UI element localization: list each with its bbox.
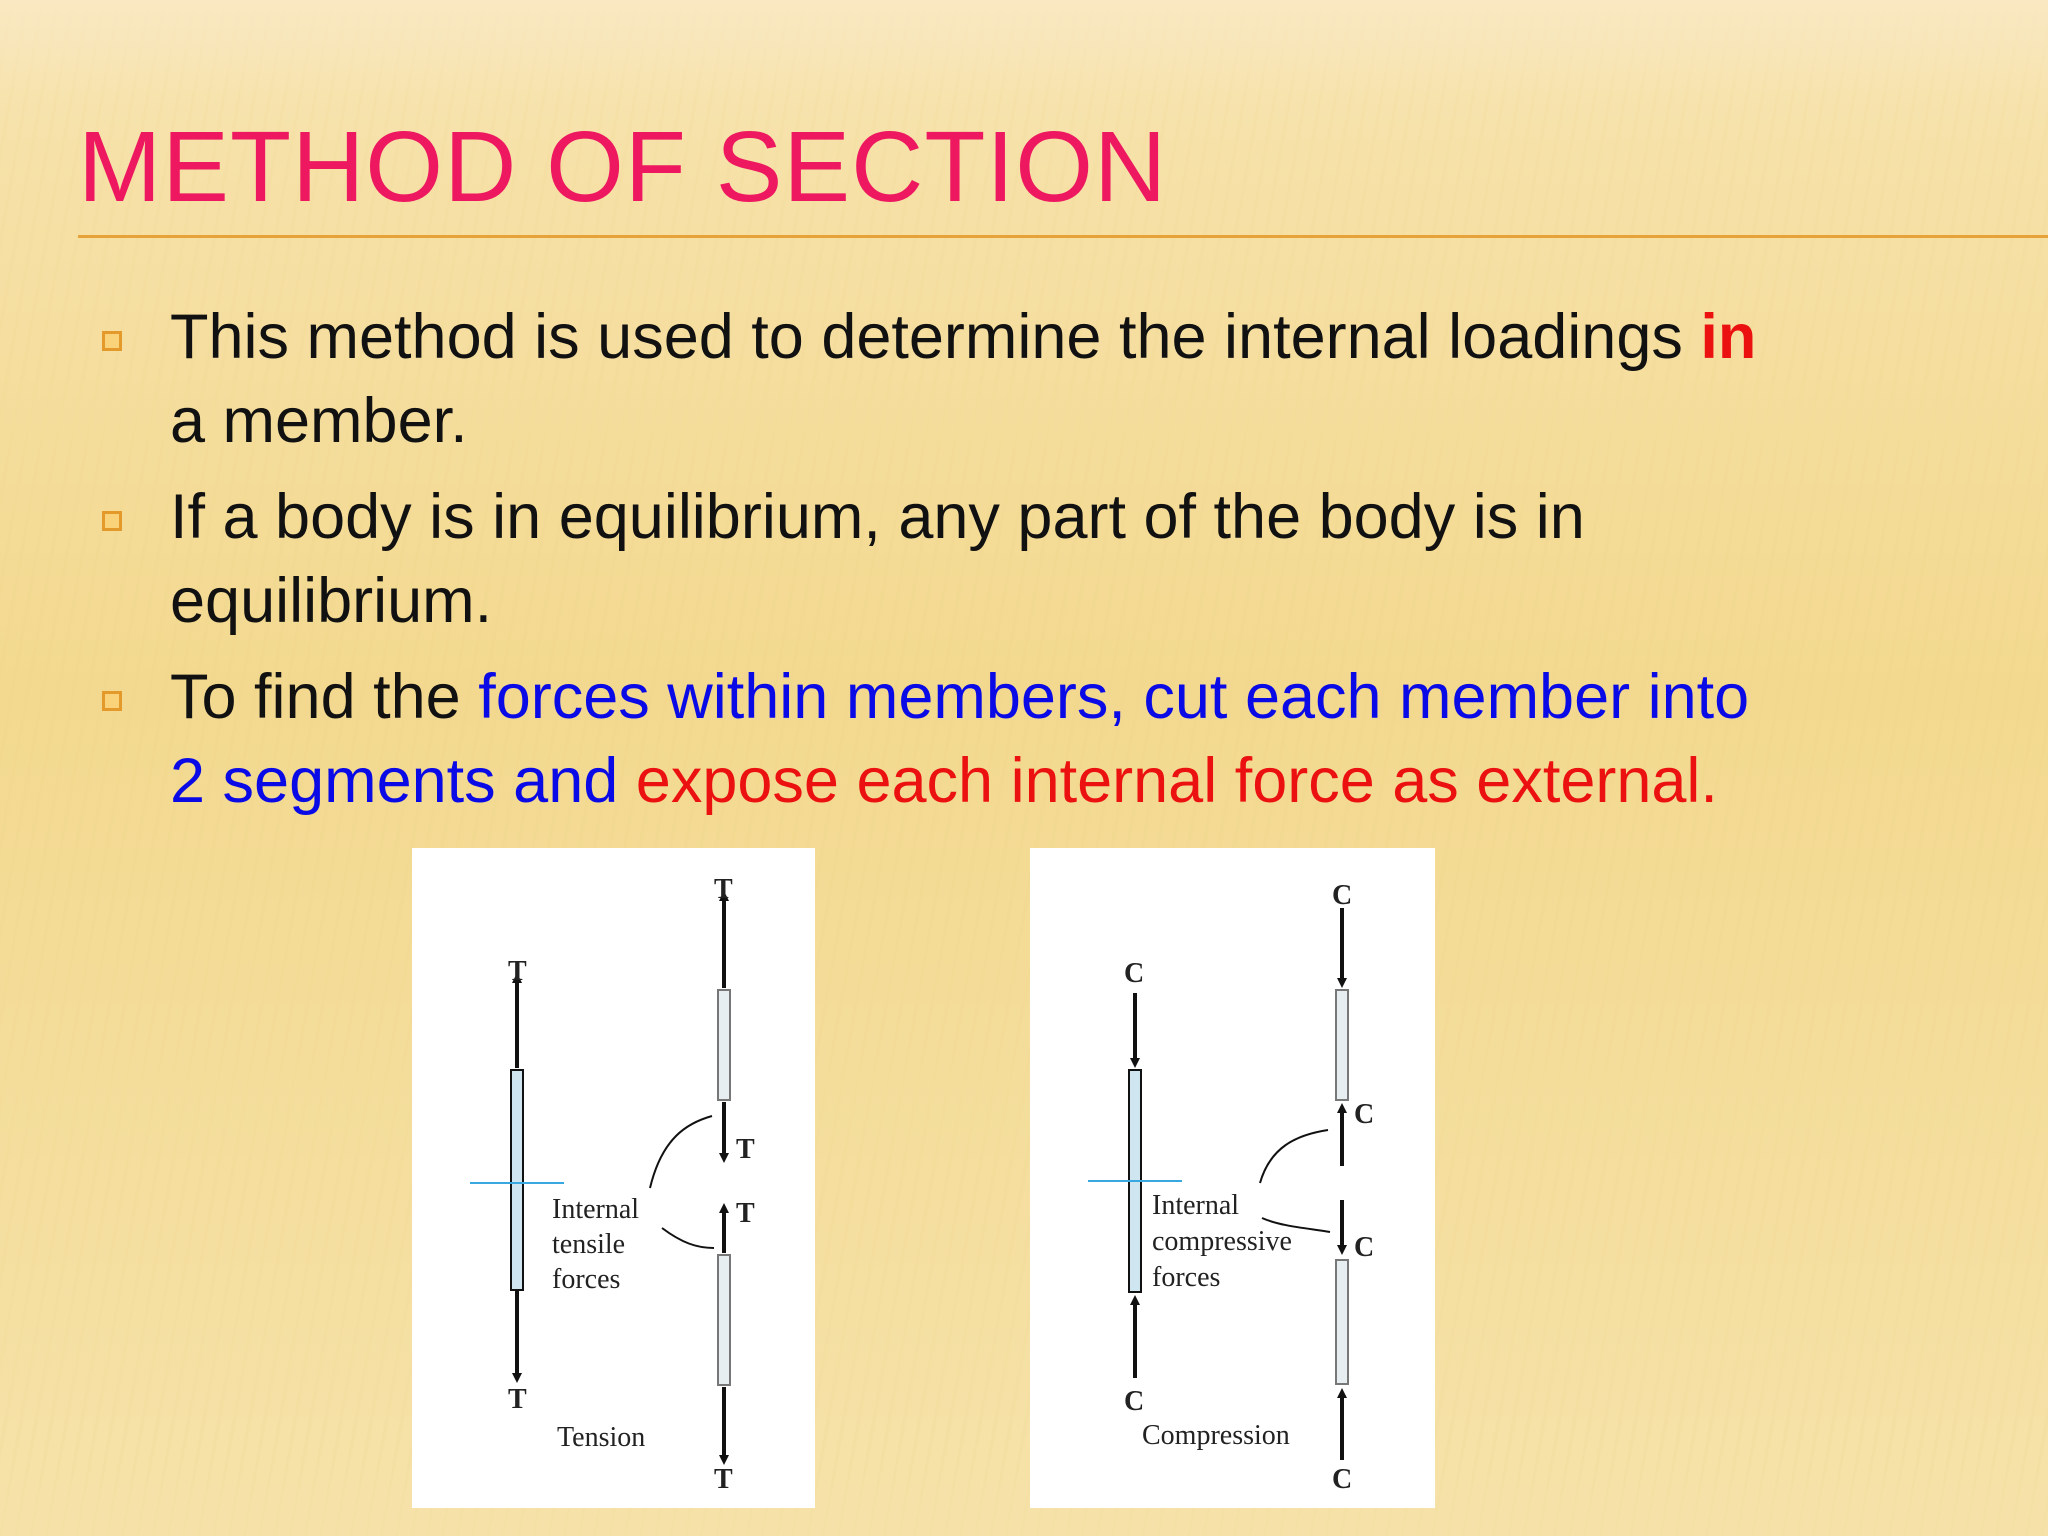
- internal-label-line-1: Internal: [1152, 1190, 1240, 1221]
- bullet-3-blue-text: forces within members, cut each member into: [478, 662, 1750, 732]
- bullet-list: [100, 295, 2000, 835]
- force-label: T: [736, 1134, 755, 1165]
- figure-caption: Compression: [1142, 1420, 1290, 1451]
- bullet-item-3: [100, 655, 2000, 823]
- bullet-3-line-2: [170, 739, 2000, 823]
- internal-label-line-2: compressive: [1152, 1226, 1292, 1257]
- lower-segment-bar: [1336, 1260, 1348, 1384]
- lower-segment: [714, 1198, 755, 1495]
- tension-diagram: [412, 848, 815, 1508]
- figure-caption: Tension: [557, 1422, 646, 1453]
- bullet-1-line-1: [170, 295, 2000, 379]
- force-label-top: C: [1124, 958, 1145, 989]
- force-label: C: [1332, 1464, 1353, 1495]
- compression-diagram-svg: [1030, 848, 1435, 1508]
- bullet-1-text: This method is used to determine the internal loadings: [170, 302, 1701, 372]
- tension-diagram-svg: [412, 848, 815, 1508]
- bullet-3-line-1: [170, 655, 2000, 739]
- bullet-3-red-text: expose each internal force as external.: [635, 746, 1718, 816]
- square-bullet-icon: [102, 511, 122, 531]
- force-label-bottom: T: [508, 1384, 527, 1415]
- bullet-2-line-2: equilibrium.: [170, 566, 493, 636]
- force-label: T: [714, 1464, 733, 1495]
- force-label: T: [714, 874, 733, 905]
- bullet-3-blue-text-2: 2 segments and: [170, 746, 636, 816]
- leader-line-lower: [662, 1228, 714, 1248]
- internal-label-line-3: forces: [552, 1264, 621, 1295]
- slide-title: METHOD OF SECTION: [78, 111, 1168, 223]
- bullet-1-emphasis: in: [1700, 302, 1757, 372]
- upper-segment: [1332, 880, 1374, 1166]
- force-label: C: [1354, 1099, 1375, 1130]
- upper-segment-bar: [718, 990, 730, 1100]
- title-divider: [78, 235, 2048, 238]
- internal-label-line-1: Internal: [552, 1194, 640, 1225]
- force-label-bottom: C: [1124, 1386, 1145, 1417]
- member-bar: [511, 1070, 523, 1290]
- whole-member: [470, 956, 564, 1415]
- whole-member: [1088, 958, 1182, 1417]
- force-label: C: [1332, 880, 1353, 911]
- square-bullet-icon: [102, 691, 122, 711]
- leader-line-upper: [1260, 1130, 1328, 1183]
- upper-segment: [714, 874, 755, 1165]
- internal-label-line-3: forces: [1152, 1262, 1221, 1293]
- bullet-item-2: [100, 475, 2000, 643]
- force-label: T: [736, 1198, 755, 1229]
- bullet-1-line-2: a member.: [170, 386, 468, 456]
- square-bullet-icon: [102, 331, 122, 351]
- upper-segment-bar: [1336, 990, 1348, 1100]
- force-label: C: [1354, 1232, 1375, 1263]
- bullet-2-line-1: If a body is in equilibrium, any part of the body is in: [170, 482, 1585, 552]
- lower-segment-bar: [718, 1255, 730, 1385]
- leader-line-upper: [650, 1116, 712, 1188]
- internal-label-line-2: tensile: [552, 1229, 626, 1260]
- lower-segment: [1332, 1200, 1374, 1495]
- force-label-top: T: [508, 956, 527, 987]
- bullet-item-1: [100, 295, 2000, 463]
- top-band: [0, 0, 2048, 95]
- bullet-3-text: To find the: [170, 662, 479, 732]
- compression-diagram: [1030, 848, 1435, 1508]
